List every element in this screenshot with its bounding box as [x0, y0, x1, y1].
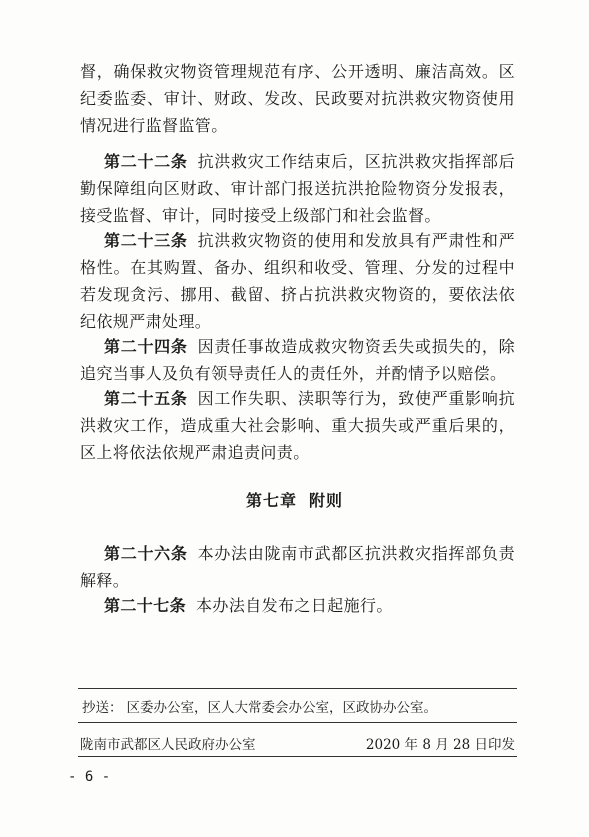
article-26	[80, 540, 515, 594]
page-number: - 6 -	[68, 769, 111, 785]
cc-list: 区委办公室，区人大常委会办公室，区政协办公室。	[126, 700, 437, 716]
issue-date: 2020 年 8 月 28 日印发	[365, 737, 515, 753]
article-22	[80, 148, 515, 229]
chapter-heading	[0, 488, 589, 511]
article-heading: 第二十七条	[104, 596, 187, 615]
chapter-number: 第七章	[245, 491, 297, 510]
article-text: 本办法由陇南市武都区抗洪救灾指挥部负责解释。	[80, 544, 515, 590]
article-heading: 第二十六条	[104, 544, 188, 563]
divider-bottom	[78, 756, 517, 757]
divider-top	[78, 688, 517, 689]
article-text: 因工作失职、渎职等行为，致使严重影响抗洪救灾工作，造成重大社会影响、重大损失或严重后果的，区上将依法依规严肃追责问责。	[80, 389, 515, 462]
article-heading: 第二十五条	[104, 389, 188, 408]
chapter-title: 附则	[309, 491, 344, 510]
divider-middle	[78, 722, 517, 723]
article-text: 因责任事故造成救灾物资丢失或损失的，除追究当事人及负有领导责任人的责任外，并酌情予以赔偿。	[80, 337, 515, 383]
article-text: 本办法自发布之日起施行。	[196, 596, 393, 615]
article-text: 抗洪救灾工作结束后，区抗洪救灾指挥部后勤保障组向区财政、审计部门报送抗洪抢险物资分发报表，接受监督、审计，同时接受上级部门和社会监督。	[80, 152, 515, 225]
paragraph-continuation	[80, 58, 515, 139]
article-23	[80, 227, 515, 335]
article-25	[80, 385, 515, 466]
paragraph-text: 督，确保救灾物资管理规范有序、公开透明、廉洁高效。区纪委监委、审计、财政、发改、民政要对抗洪救灾物资使用情况进行监督监管。	[80, 62, 515, 135]
issuing-office: 陇南市武都区人民政府办公室	[80, 737, 256, 753]
article-heading: 第二十三条	[104, 231, 188, 250]
cc-label: 抄送：	[82, 700, 123, 716]
article-heading: 第二十四条	[104, 337, 188, 356]
article-text: 抗洪救灾物资的使用和发放具有严肃性和严格性。在其购置、备办、组织和收受、管理、分发的过程中若发现贪污、挪用、截留、挤占抗洪救灾物资的，要依法依纪依规严肃处理。	[80, 231, 515, 331]
article-27	[80, 592, 515, 619]
cc-line	[82, 696, 437, 716]
article-heading: 第二十二条	[104, 152, 188, 171]
article-24	[80, 333, 515, 387]
